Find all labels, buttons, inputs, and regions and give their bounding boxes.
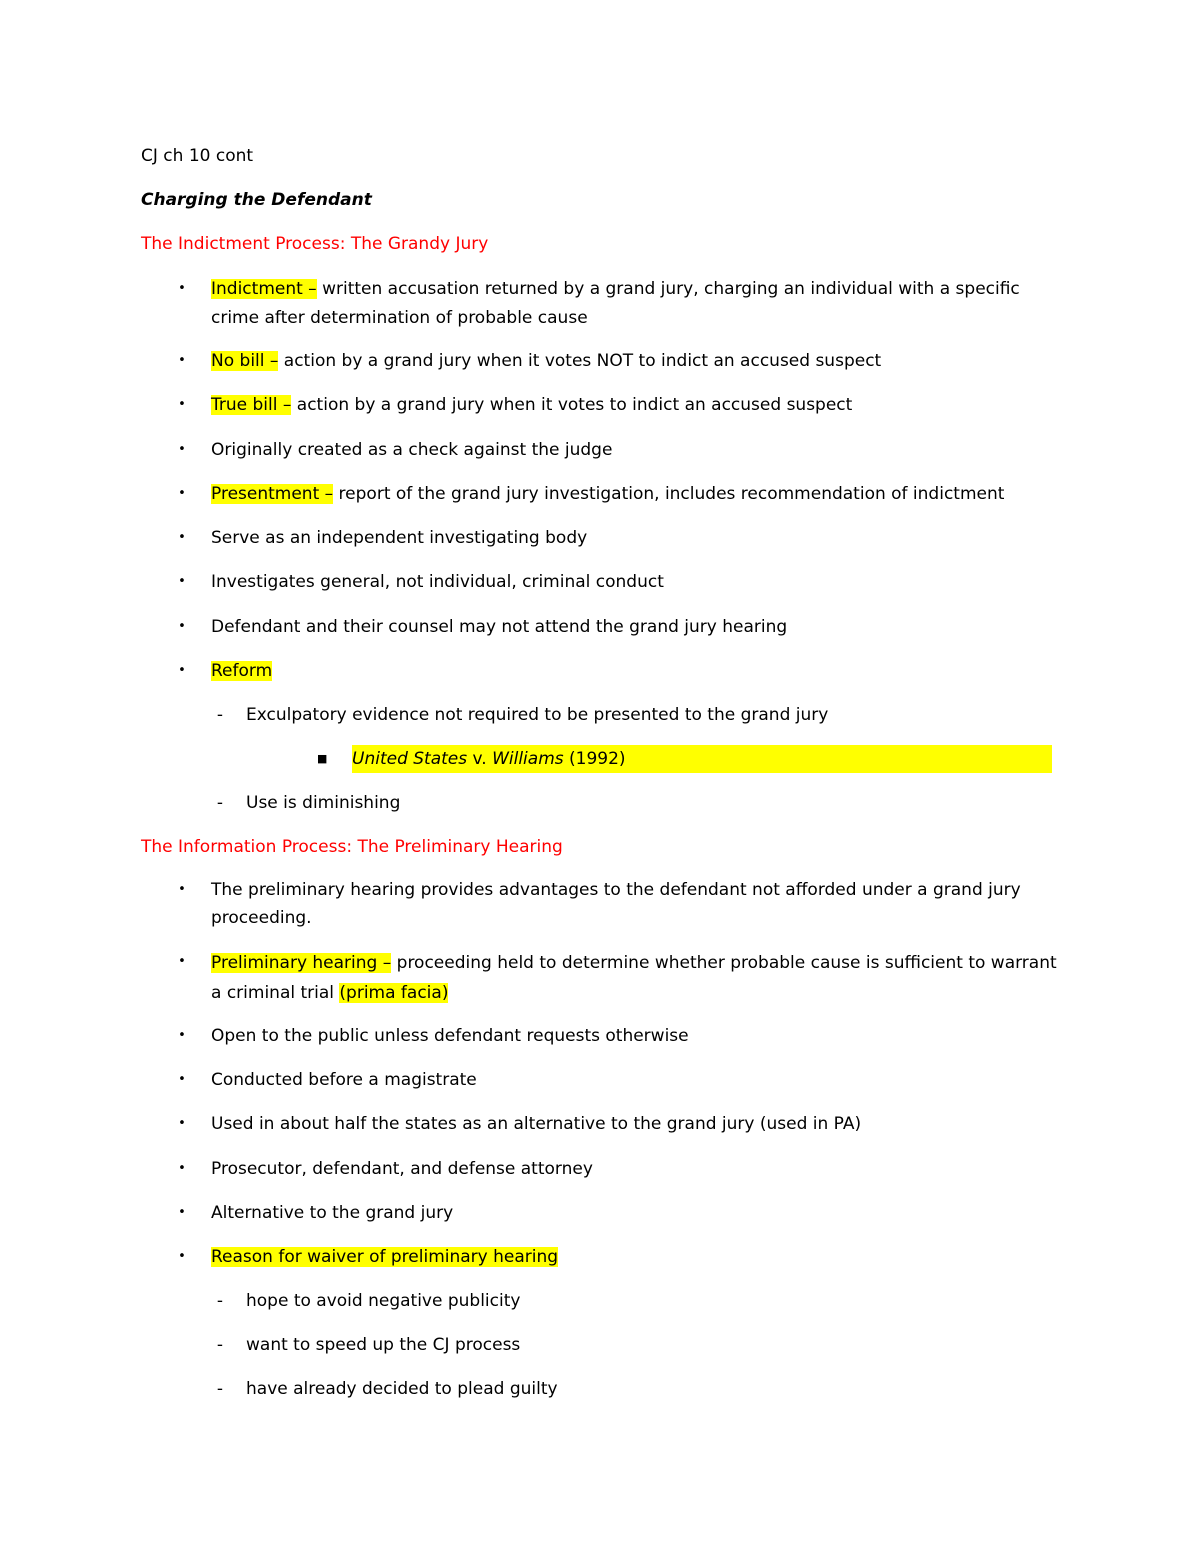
dash-icon: - <box>216 1335 224 1355</box>
bullet-icon: • <box>178 1161 186 1176</box>
dash-icon: - <box>216 1291 224 1311</box>
bullet-icon: • <box>178 353 186 368</box>
bullet-icon: • <box>178 1116 186 1131</box>
list-item-text: Investigates general, not individual, criminal conduct <box>211 572 664 592</box>
term-highlight: Reason for waiver of preliminary hearing <box>211 1247 559 1267</box>
bullet-icon: • <box>178 663 186 678</box>
term-highlight: Preliminary hearing – <box>211 953 392 973</box>
bullet-icon: • <box>178 882 186 897</box>
definition-text: action by a grand jury when it votes to indict an accused suspect <box>291 395 853 415</box>
term-highlight: Indictment – <box>211 279 317 299</box>
list-item-text: Open to the public unless defendant requests otherwise <box>211 1026 689 1046</box>
bullet-icon: • <box>178 397 186 412</box>
sub-item-text: want to speed up the CJ process <box>246 1335 521 1355</box>
bullet-icon: • <box>178 619 186 634</box>
sub-item-text: hope to avoid negative publicity <box>246 1291 521 1311</box>
list-item-text: Prosecutor, defendant, and defense attorney <box>211 1159 593 1179</box>
bullet-icon: • <box>178 1205 186 1220</box>
term-highlight: No bill – <box>211 351 279 371</box>
term-highlight: (prima facia) <box>339 983 449 1003</box>
list-item-text: Alternative to the grand jury <box>211 1203 454 1223</box>
bullet-icon: • <box>178 486 186 501</box>
bullet-icon: • <box>178 281 186 296</box>
definition-text: report of the grand jury investigation, includes recommendation of indictment <box>333 484 1005 504</box>
bullet-icon: • <box>178 954 186 969</box>
bullet-icon: • <box>178 574 186 589</box>
document-title: CJ ch 10 cont <box>141 146 254 166</box>
section-heading-indictment: The Indictment Process: The Grandy Jury <box>141 234 489 254</box>
list-item-text: Conducted before a magistrate <box>211 1070 477 1090</box>
term-highlight: Presentment – <box>211 484 334 504</box>
term-highlight: Reform <box>211 661 273 681</box>
term-highlight: True bill – <box>211 395 292 415</box>
bullet-icon: • <box>178 442 186 457</box>
dash-icon: - <box>216 1379 224 1399</box>
list-item-text: Defendant and their counsel may not attend the grand jury hearing <box>211 617 788 637</box>
sub-item-text: Exculpatory evidence not required to be presented to the grand jury <box>246 705 829 725</box>
document-subtitle: Charging the Defendant <box>141 190 372 210</box>
case-citation: United States v. Williams (1992) <box>352 745 1052 773</box>
square-bullet-icon: ■ <box>317 752 328 765</box>
list-item-text: The preliminary hearing provides advantages to the defendant not afforded under a grand jury proceeding. <box>211 880 1021 928</box>
list-item-text: Originally created as a check against the judge <box>211 440 613 460</box>
bullet-icon: • <box>178 1028 186 1043</box>
dash-icon: - <box>216 793 224 813</box>
definition-text: proceeding held to determine whether probable cause is sufficient to warrant a criminal trial <box>211 953 1057 1003</box>
sub-item-text: Use is diminishing <box>246 793 401 813</box>
bullet-icon: • <box>178 1072 186 1087</box>
definition-text: written accusation returned by a grand jury, charging an individual with a specific crime after determination of probable cause <box>211 279 1020 328</box>
bullet-icon: • <box>178 1249 186 1264</box>
list-item-text: Used in about half the states as an alternative to the grand jury (used in PA) <box>211 1114 862 1134</box>
section-heading-information: The Information Process: The Preliminary Hearing <box>141 837 563 857</box>
dash-icon: - <box>216 705 224 725</box>
bullet-icon: • <box>178 530 186 545</box>
list-item-text: Serve as an independent investigating body <box>211 528 588 548</box>
sub-item-text: have already decided to plead guilty <box>246 1379 558 1399</box>
definition-text: action by a grand jury when it votes NOT to indict an accused suspect <box>278 351 882 371</box>
